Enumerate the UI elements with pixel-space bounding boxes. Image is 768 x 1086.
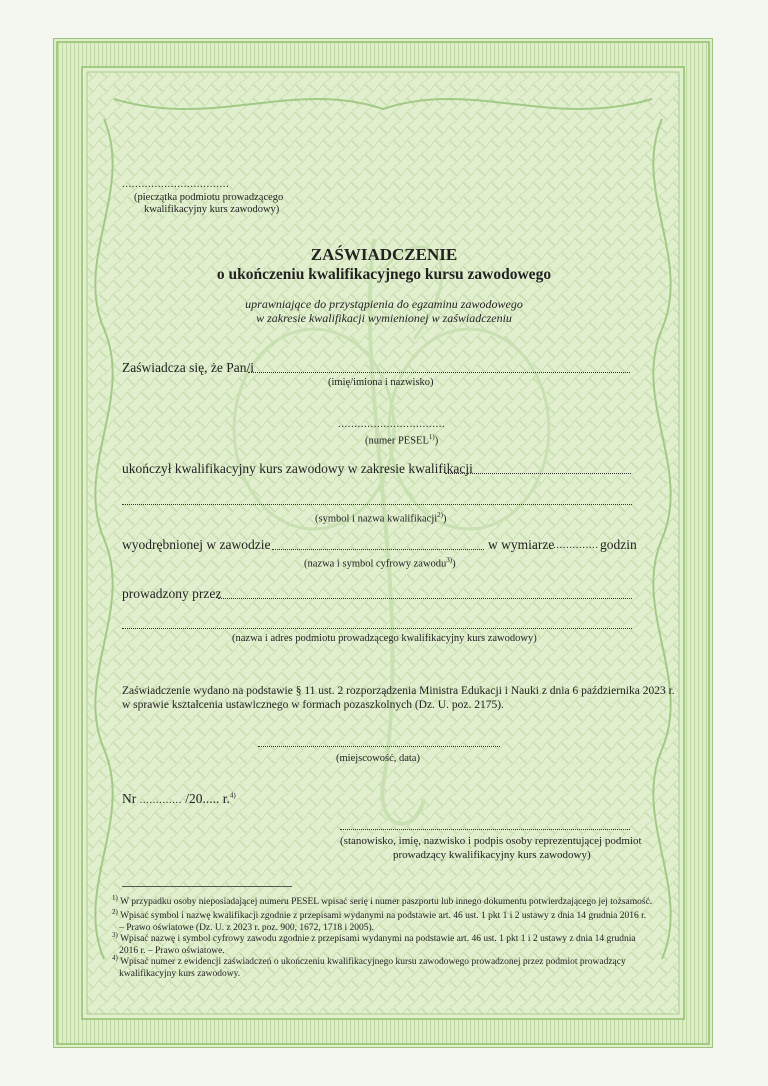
signature-field[interactable] [340, 829, 630, 830]
place-date-caption: (miejscowość, data) [336, 753, 420, 764]
document-subtitle: o ukończeniu kwalifikacyjnego kursu zawodowego [216, 266, 552, 283]
hours-unit: godzin [600, 537, 637, 552]
profession-field[interactable] [272, 549, 484, 550]
pesel-caption: (numer PESEL$^{1)}$) [365, 433, 439, 447]
italic-line-2: w zakresie kwalifikacji wymienionej w zaświadczeniu [256, 311, 512, 325]
symbol-caption: (symbol i nazwa kwalifikacji$^{2)}$) [315, 511, 447, 525]
document-title: ZAŚWIADCZENIE [310, 245, 458, 264]
provider-field-1[interactable] [218, 598, 632, 599]
stamp-dots: ................................. [122, 178, 230, 190]
stamp-caption-1: (pieczątka podmiotu prowadzącego [134, 192, 284, 203]
signature-caption-2: prowadzący kwalifikacyjny kurs zawodowy) [393, 849, 591, 861]
place-date-field[interactable] [258, 746, 500, 747]
provider-label: prowadzony przez [122, 586, 222, 601]
legal-basis-1: Zaświadczenie wydano na podstawie § 11 ust. 2 rozporządzenia Ministra Edukacji i Nauki z dnia 6 października 2023 r. [122, 685, 675, 697]
provider-caption: (nazwa i adres podmiotu prowadzącego kwalifikacyjny kurs zawodowy) [232, 633, 537, 644]
hours-label: w wymiarze [488, 537, 555, 552]
symbol-field[interactable] [122, 504, 632, 505]
provider-field-2[interactable] [122, 628, 632, 629]
hours-field[interactable]: .............. [553, 539, 599, 551]
signature-caption-1: (stanowisko, imię, nazwisko i podpis osoby reprezentującej podmiot [340, 835, 642, 847]
footnote-rule [122, 886, 292, 887]
footnote-4: $^{4)}$ Wpisać numer z ewidencji zaświadczeń o ukończeniu kwalifikacyjnego kursu zawodowego prowadzonej przez podmiot prowadzący kwalifikacyjny kurs zawodowy. [112, 954, 626, 980]
profession-caption: (nazwa i symbol cyfrowy zawodu$^{3)}$) [304, 556, 456, 570]
footnote-2: $^{2)}$ Wpisać symbol i nazwę kwalifikacji zgodnie z przepisami wydanymi na podstawie art. 46 ust. 1 pkt 1 i 2 ustawy z dnia 14 grudnia 2016 r. – Prawo oświatowe (Dz. U. z 2023 r. poz. 900, 1672, 1718 i 2005). [112, 908, 647, 934]
course-field[interactable] [445, 473, 631, 474]
footnote-3: $^{3)}$ Wpisać nazwę i symbol cyfrowy zawodu zgodnie z przepisami wydanymi na podstawie art. 46 ust. 1 pkt 1 i 2 ustawy z dnia 14 grudnia 2016 r. – Prawo oświatowe. [112, 931, 636, 957]
number-line: Nr ............. /20..... r.$^{4)}$ [122, 791, 236, 806]
name-caption: (imię/imiona i nazwisko) [328, 377, 434, 388]
italic-line-1: uprawniające do przystąpienia do egzaminu zawodowego [245, 297, 523, 311]
profession-label: wyodrębnionej w zawodzie [122, 537, 271, 552]
name-label: Zaświadcza się, że Pan/i [122, 360, 254, 375]
course-label: ukończył kwalifikacyjny kurs zawodowy w zakresie kwalifikacji [122, 461, 473, 476]
stamp-caption-2: kwalifikacyjny kurs zawodowy) [144, 204, 280, 215]
legal-basis-2: w sprawie kształcenia ustawicznego w formach pozaszkolnych (Dz. U. poz. 2175). [122, 699, 504, 711]
pesel-field[interactable]: ................................. [338, 418, 446, 430]
footnote-1: $^{1)}$ W przypadku osoby nieposiadającej numeru PESEL wpisać serię i numer paszportu lub innego dokumentu potwierdzającego jej tożsamość. [112, 894, 653, 908]
name-field[interactable] [248, 372, 630, 373]
